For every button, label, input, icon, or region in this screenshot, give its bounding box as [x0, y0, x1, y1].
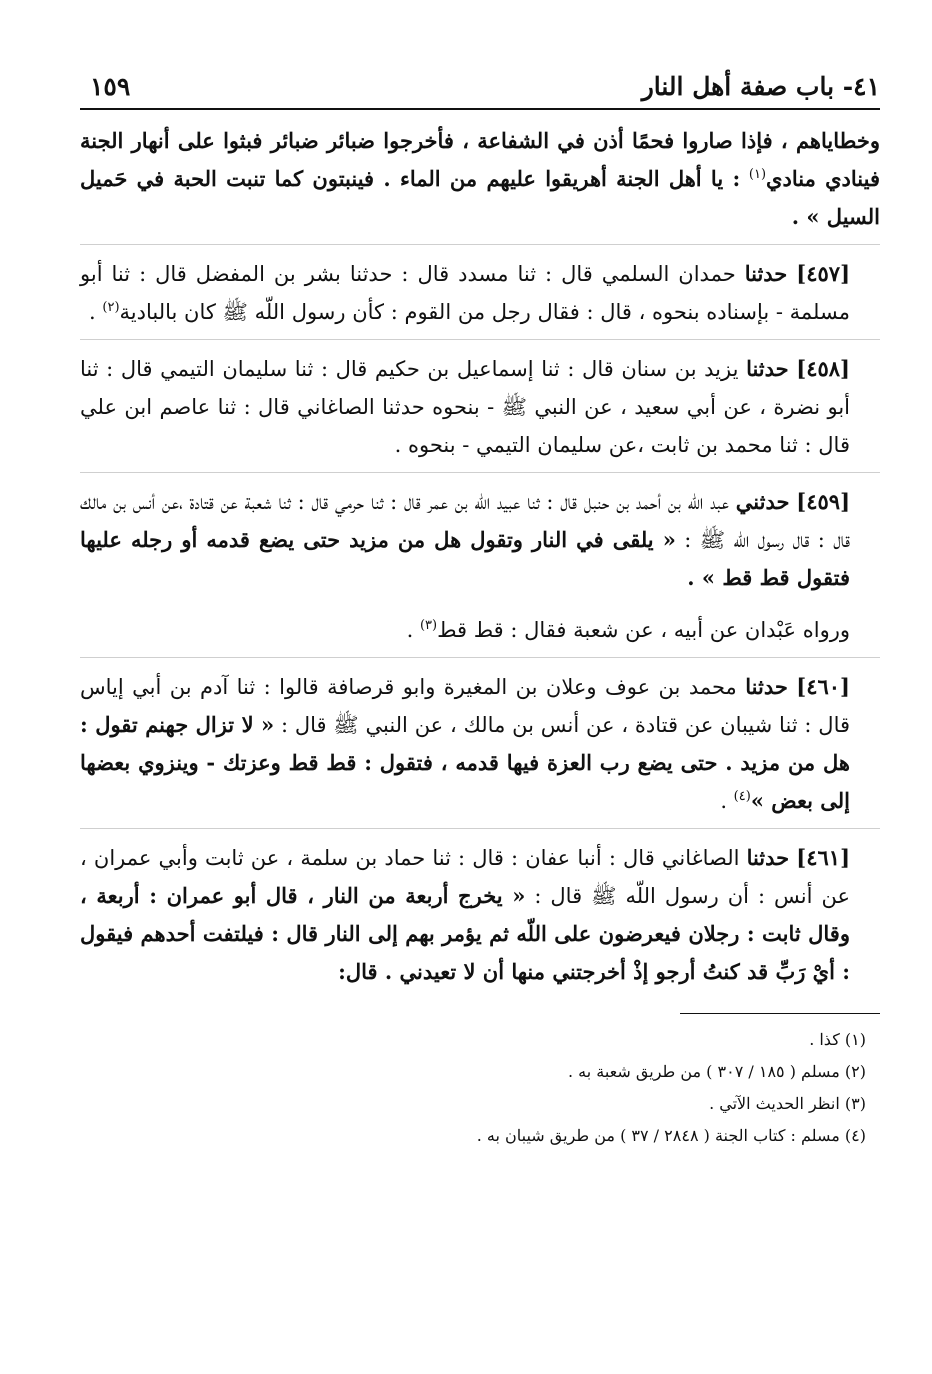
riwaya-note — [80, 611, 880, 658]
hadith-number: [٤٥٨] — [796, 356, 850, 381]
isnad-text: محمد بن عوف وعلان بن المغيرة وابو قرصافة قالوا : ثنا آدم بن أبي إياس قال : ثنا شيبان عن قتادة ، عن أنس بن مالك ، عن النبي ﷺ قال : — [80, 675, 850, 737]
text-end: . — [89, 300, 103, 324]
hadith-460 — [80, 668, 880, 829]
transmission-word: حدثنا — [744, 261, 788, 286]
footnote-1: (١) كذا . — [809, 1030, 866, 1049]
footnote-ref: (٢) — [102, 300, 120, 315]
isnad-text: حمدان السلمي قال : ثنا مسدد قال : حدثنا بشر بن المفضل قال : ثنا أبو مسلمة - بإسناده بنحوه ، قال : فقال رجل من القوم : كأن رسول اللّه ﷺ كان بالبادية — [80, 262, 850, 324]
text-end: . — [720, 789, 734, 813]
footnote-separator — [680, 1013, 880, 1014]
footnote-4: (٤) مسلم : كتاب الجنة ( ٢٨٤٨ / ٣٧ ) من طريق شيبان به . — [476, 1126, 866, 1145]
hadith-text-bold: وخطاياهم ، فإذا صاروا فحمًا أذن في الشفاعة ، فأخرجوا ضبائر ضبائر فبثوا على أنهار الجنة فينادي منادي — [80, 128, 881, 191]
isnad-text: يزيد بن سنان قال : ثنا إسماعيل بن حكيم قال : ثنا سليمان التيمي قال : ثنا أبو نضرة ، عن أبي سعيد ، عن النبي ﷺ - بنحوه حدثنا الصاغاني قال : ثنا عاصم ابن علي قال : ثنا محمد بن ثابت ،عن سليمان التيمي - بنحوه . — [80, 357, 850, 457]
hadith-text-bold: : يا أهل الجنة أهريقوا عليهم من الماء . فينبتون كما تنبت الحبة في حَميل السيل » . — [80, 166, 880, 229]
isnad-text: الصاغاني قال : أنبا عفان : قال : ثنا حماد بن سلمة ، عن ثابت وأبي عمران ، عن أنس : أن رسول اللّه ﷺ قال : — [80, 846, 850, 908]
footnote-ref: (٤) — [733, 789, 751, 804]
text-end: . — [406, 618, 420, 642]
hadith-number: [٤٥٩] — [796, 489, 850, 514]
matn-text: « يلقى في النار وتقول هل من مزيد حتى يضع قدمه أو رجله عليها فتقول قط قط » . — [80, 527, 850, 590]
transmission-word: حدثنا — [745, 674, 788, 699]
transmission-word: حدثنا — [746, 845, 790, 870]
paragraph-continuation — [80, 122, 880, 245]
isnad-text: عبد اللّه بن أحمد بن حنبل قال : ثنا عبيد اللّه بن عمر قال : ثنا حرمي قال : ثنا شعبة عن قتادة ،عن أنس بن مالك قال : قال رسول اللّه ﷺ : — [80, 490, 850, 552]
hadith-number: [٤٦١] — [796, 845, 850, 870]
hadith-number: [٤٥٧] — [796, 261, 850, 286]
footnote-ref: (٣) — [419, 618, 438, 633]
footnotes — [80, 1024, 880, 1152]
footnote-2: (٢) مسلم ( ١٨٥ / ٣٠٧ ) من طريق شعبة به . — [567, 1062, 866, 1081]
hadith-459 — [80, 483, 880, 605]
book-page — [80, 70, 880, 1152]
footnote-3: (٣) انظر الحديث الآتي . — [709, 1094, 866, 1113]
footnote-ref: (١) — [748, 167, 767, 182]
hadith-number: [٤٦٠] — [796, 674, 850, 699]
riwaya-text: ورواه عَبْدان عن أبيه ، عن شعبة فقال : قط قط — [437, 618, 850, 642]
hadith-458 — [80, 350, 880, 473]
transmission-word: حدثنا — [746, 356, 789, 381]
hadith-461 — [80, 839, 880, 999]
matn-text: « لا تزال جهنم تقول : هل من مزيد . حتى يضع رب العزة فيها قدمه ، فتقول : قط قط وعزتك - وينزوي بعضها إلى بعض » — [80, 712, 850, 813]
transmission-word: حدثني — [735, 489, 790, 514]
chapter-title: ٤١- باب صفة أهل النار — [641, 72, 880, 101]
page-number: ١٥٩ — [90, 72, 131, 101]
page-body — [80, 122, 880, 999]
page-header — [80, 70, 880, 110]
matn-text: « يخرج أربعة من النار ، قال أبو عمران : أربعة ، وقال ثابت : رجلان فيعرضون على اللّه ثم يؤمر بهم إلى النار قال : فيلتفت أحدهم فيقول : أيْ رَبِّ قد كنتُ أرجو إذْ أخرجتني منها أن لا تعيدني . قال: — [80, 883, 850, 984]
hadith-457 — [80, 255, 880, 340]
